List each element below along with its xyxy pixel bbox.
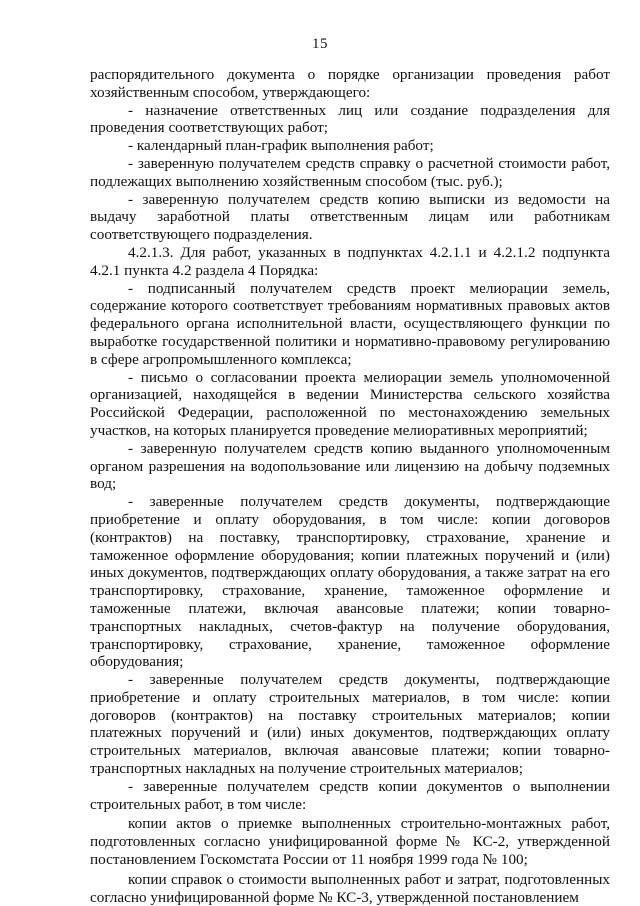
document-paragraph: - заверенную получателем средств копию выданного уполномоченным органом разрешения на водопользование или лицензию на добычу подземных вод; <box>90 439 610 493</box>
document-paragraph: копии актов о приемке выполненных строительно-монтажных работ, подготовленных согласно унифицированной форме № КС-2, утвержденной постановлением Госкомстата России от 11 ноября 1999 года № 100; <box>90 815 610 869</box>
document-paragraph: распорядительного документа о порядке организации проведения работ хозяйственным способом, утверждающего: <box>90 66 610 101</box>
document-paragraph: 4.2.1.3. Для работ, указанных в подпунктах 4.2.1.1 и 4.2.1.2 подпункта 4.2.1 пункта 4.2 раздела 4 Порядка: <box>90 243 610 279</box>
document-paragraph: - письмо о согласовании проекта мелиорации земель уполномоченной организацией, находящейся в ведении Министерства сельского хозяйства Российской Федерации, расположенной по местонахождению земельных участков, на которых планируется проведение мелиоративных мероприятий; <box>90 368 610 439</box>
document-paragraph: - заверенные получателем средств копии документов о выполнении строительных работ, в том числе: <box>90 777 610 813</box>
document-paragraph: - заверенные получателем средств документы, подтверждающие приобретение и оплату строительных материалов, в том числе: копии договоров (контрактов) на поставку строительных материалов; копии платежных поручений и (или) иных документов, подтверждающих оплату строительных материалов, включая авансовые платежи; копии товарно-транспортных накладных на получение строительных материалов; <box>90 671 610 778</box>
document-paragraph: - подписанный получателем средств проект мелиорации земель, содержание которого соответствует требованиям нормативных правовых актов федерального органа исполнительной власти, осуществляющего функции по выработке государственной политики и нормативно-правовому регулированию в сфере агропромышленного комплекса; <box>90 279 610 368</box>
document-body <box>90 66 610 906</box>
document-paragraph: - заверенную получателем средств справку о расчетной стоимости работ, подлежащих выполнению хозяйственным способом (тыс. руб.); <box>90 154 610 190</box>
document-paragraph: - календарный план-график выполнения работ; <box>128 137 434 155</box>
document-paragraph: - заверенную получателем средств копию выписки из ведомости на выдачу заработной платы ответственным лицам или работникам соответствующего подразделения. <box>90 190 610 244</box>
document-paragraph: - назначение ответственных лиц или создание подразделения для проведения соответствующих работ; <box>90 101 610 137</box>
document-paragraph: копии справок о стоимости выполненных работ и затрат, подготовленных согласно унифицированной форме № КС-3, утвержденной постановлением <box>90 870 610 906</box>
document-paragraph: - заверенные получателем средств документы, подтверждающие приобретение и оплату оборудования, в том числе: копии договоров (контрактов) на поставку, транспортировку, страхование, хранение и таможенное оформление оборудования; копии платежных поручений и (или) иных документов, подтверждающих оплату оборудования, а также затрат на его транспортировку, страхование, хранение, таможенное оформление и таможенные платежи, включая авансовые платежи; копии товарно-транспортных накладных, счетов-фактур на получение оборудования, транспортировку, страхование, хранение, таможенное оформление оборудования; <box>90 493 610 671</box>
page-number: 15 <box>312 36 328 52</box>
